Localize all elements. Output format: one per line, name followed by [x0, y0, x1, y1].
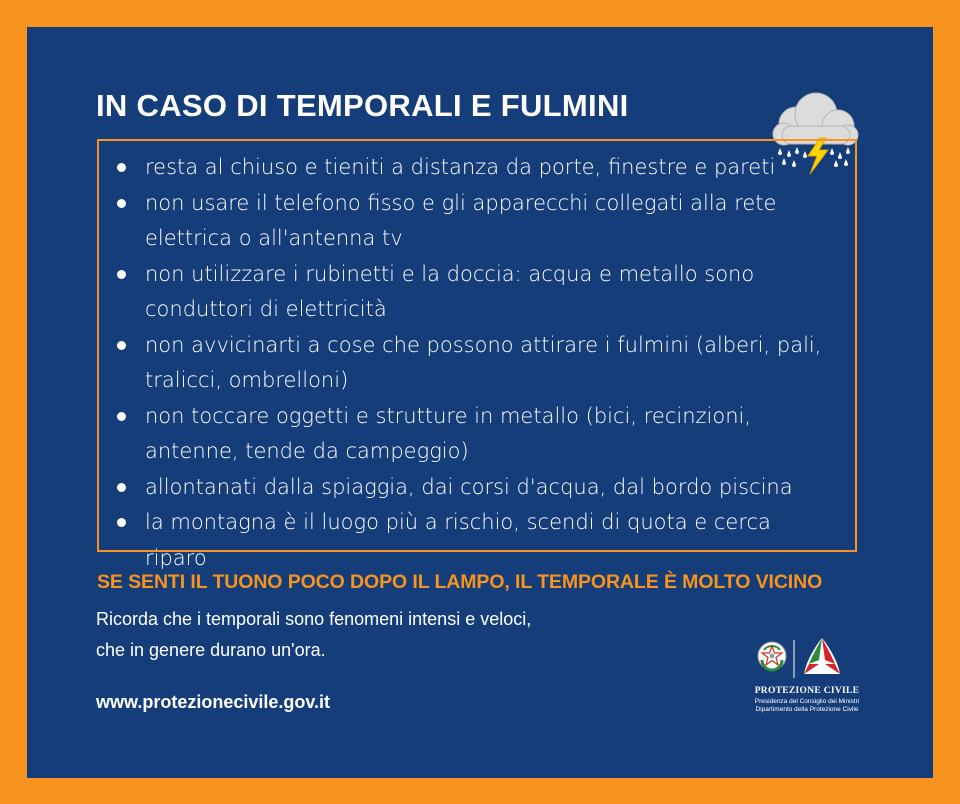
logo-title: PROTEZIONE CIVILE — [754, 686, 860, 696]
list-item: non avvicinarti a cose che possono attirare i fulmini (alberi, pali, tralicci, ombrelloni) — [116, 328, 836, 399]
bullet-icon — [117, 483, 126, 492]
website-link[interactable]: www.protezionecivile.gov.it — [96, 692, 331, 712]
list-item: resta al chiuso e tieniti a distanza da porte, finestre e pareti — [116, 150, 836, 186]
reminder-text: Ricorda che i temporali sono fenomeni intensi e veloci, che in genere durano un'ora. — [96, 609, 532, 660]
bullet-icon — [117, 270, 126, 279]
list-item: non toccare oggetti e strutture in metallo (bici, recinzioni, antenne, tende da campeggio) — [116, 399, 836, 470]
italian-emblem-icon — [758, 642, 786, 670]
page-title: IN CASO DI TEMPORALI E FULMINI — [96, 88, 629, 123]
list-item: allontanati dalla spiaggia, dai corsi d'acqua, dal bordo piscina — [116, 470, 836, 506]
protezione-civile-logo-icon — [804, 638, 840, 674]
bullet-icon — [117, 163, 126, 172]
list-item: non utilizzare i rubinetti e la doccia: acqua e metallo sono conduttori di elettricità — [116, 257, 836, 328]
bullet-icon — [117, 412, 126, 421]
list-item: non usare il telefono fisso e gli apparecchi collegati alla rete elettrica o all'antenna tv — [116, 186, 836, 257]
bullet-icon — [117, 199, 126, 208]
warning-heading: SE SENTI IL TUONO POCO DOPO IL LAMPO, IL TEMPORALE È MOLTO VICINO — [97, 571, 823, 593]
list-item: la montagna è il luogo più a rischio, scendi di quota e cerca riparo — [116, 505, 836, 576]
bullet-icon — [117, 341, 126, 350]
instructions-list — [116, 150, 836, 576]
bullet-icon — [117, 518, 126, 527]
logo-subtitle: Presidenza del Consiglio dei Ministri Dipartimento della Protezione Civile — [754, 698, 860, 713]
